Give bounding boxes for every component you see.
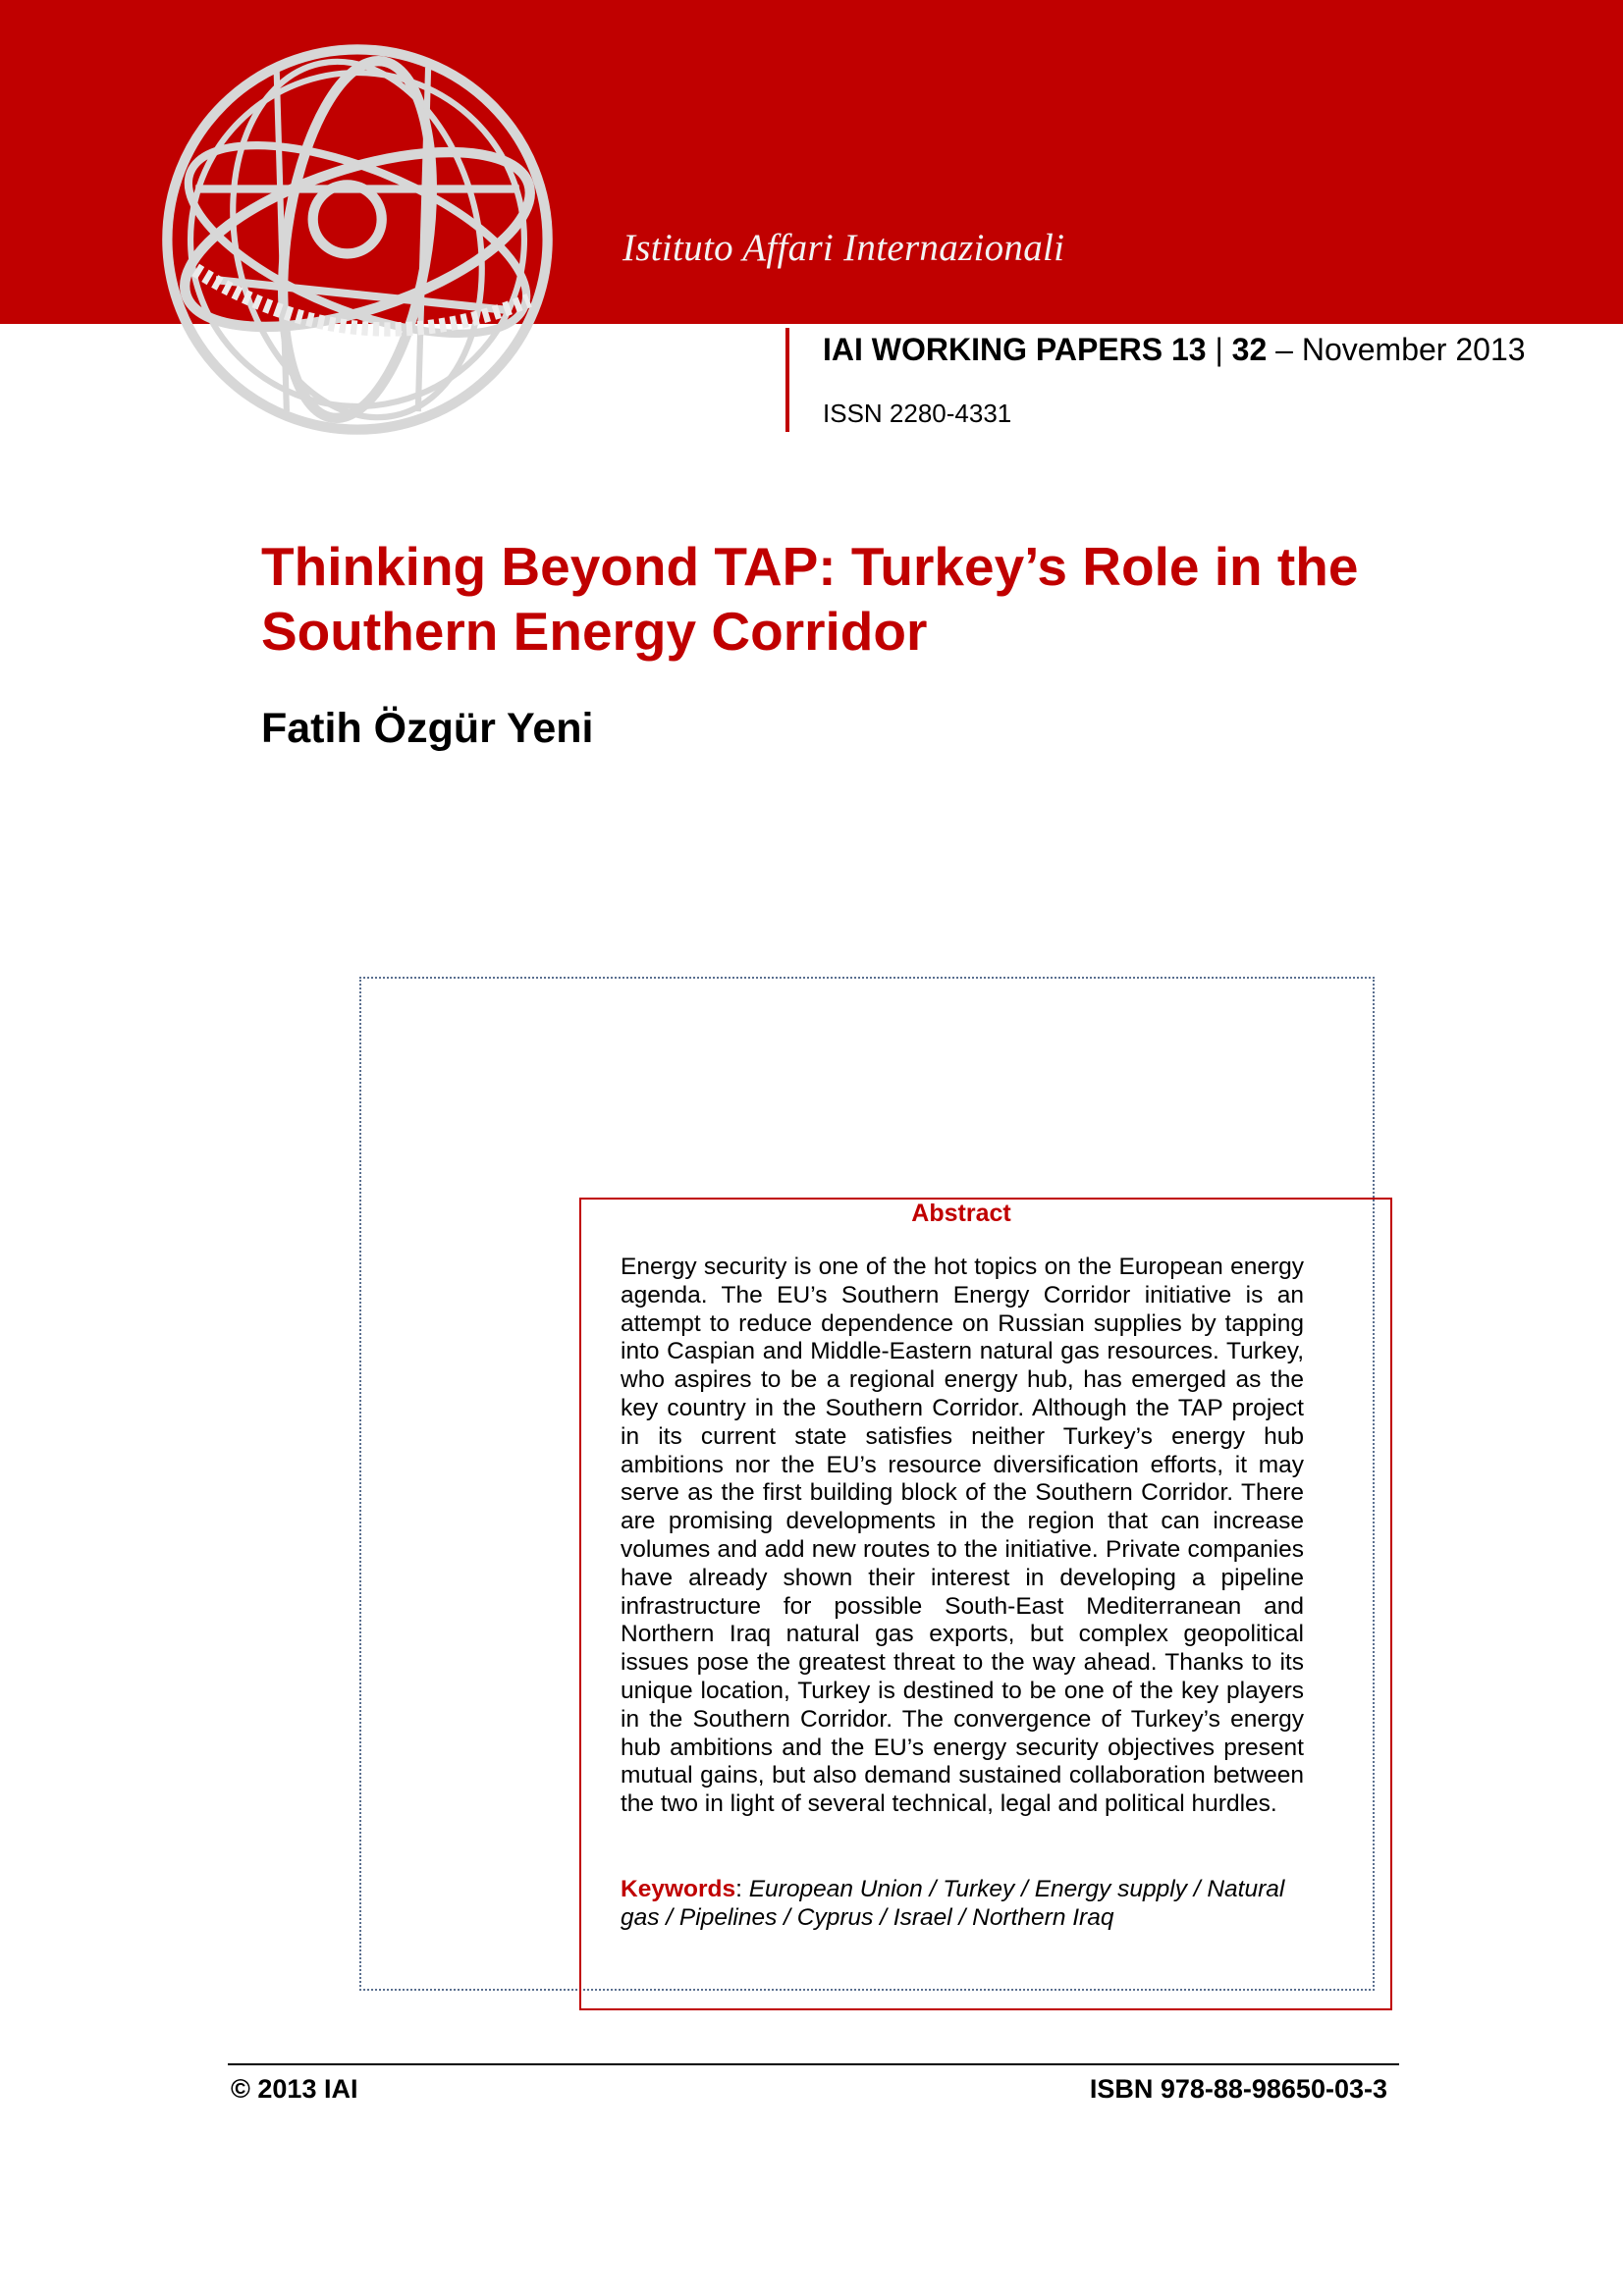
- issn: ISSN 2280-4331: [823, 399, 1012, 428]
- isbn: ISBN 978-88-98650-03-3: [1089, 2074, 1387, 2104]
- armillary-sphere-icon: [155, 37, 560, 442]
- keywords: [621, 1875, 1308, 1932]
- series-label: IAI WORKING PAPERS 13: [823, 332, 1207, 367]
- series-info: [823, 332, 1526, 368]
- series-separator: |: [1215, 332, 1223, 367]
- keywords-separator: :: [735, 1876, 749, 1902]
- keywords-values: European Union / Turkey / Energy supply / Natural gas / Pipelines / Cyprus / Israel / Northern Iraq: [621, 1876, 1285, 1931]
- institute-name: Istituto Affari Internazionali: [622, 227, 1065, 269]
- paper-title: Thinking Beyond TAP: Turkey’s Role in the Southern Energy Corridor: [261, 536, 1359, 662]
- footer-divider: [228, 2063, 1399, 2065]
- keywords-label: Keywords: [621, 1876, 736, 1902]
- abstract-heading: Abstract: [911, 1200, 1011, 1227]
- series-number: 32: [1231, 332, 1268, 367]
- copyright: © 2013 IAI: [231, 2074, 358, 2104]
- series-date: – November 2013: [1275, 332, 1526, 367]
- abstract-text: Energy security is one of the hot topics on the European energy agenda. The EU’s Southern Energy Corridor initiative is an attempt to reduce dependence on Russian supplies by tapping into Caspian and Middle-Eastern natural gas resources. Turkey, who aspires to be a regional energy hub, has emerged as the key country in the Southern Corridor. Although the TAP project in its current state satisfies neither Turkey’s energy hub ambitions nor the EU’s resource diversification efforts, it may serve as the first building block of the Southern Corridor. There are promising developments in the region that can increase volumes and add new routes to the initiative. Private companies have already shown their interest in developing a pipeline infrastructure for possible South-East Mediterranean and Northern Iraq natural gas exports, but complex geopolitical issues pose the greatest threat to the way ahead. Thanks to its unique location, Turkey is destined to be one of the key players in the Southern Corridor. The convergence of Turkey’s energy hub ambitions and the EU’s energy security objectives present mutual gains, but also demand sustained collaboration between the two in light of several technical, legal and political hurdles.: [621, 1254, 1304, 1818]
- series-divider: [785, 328, 789, 432]
- paper-author: Fatih Özgür Yeni: [261, 705, 594, 752]
